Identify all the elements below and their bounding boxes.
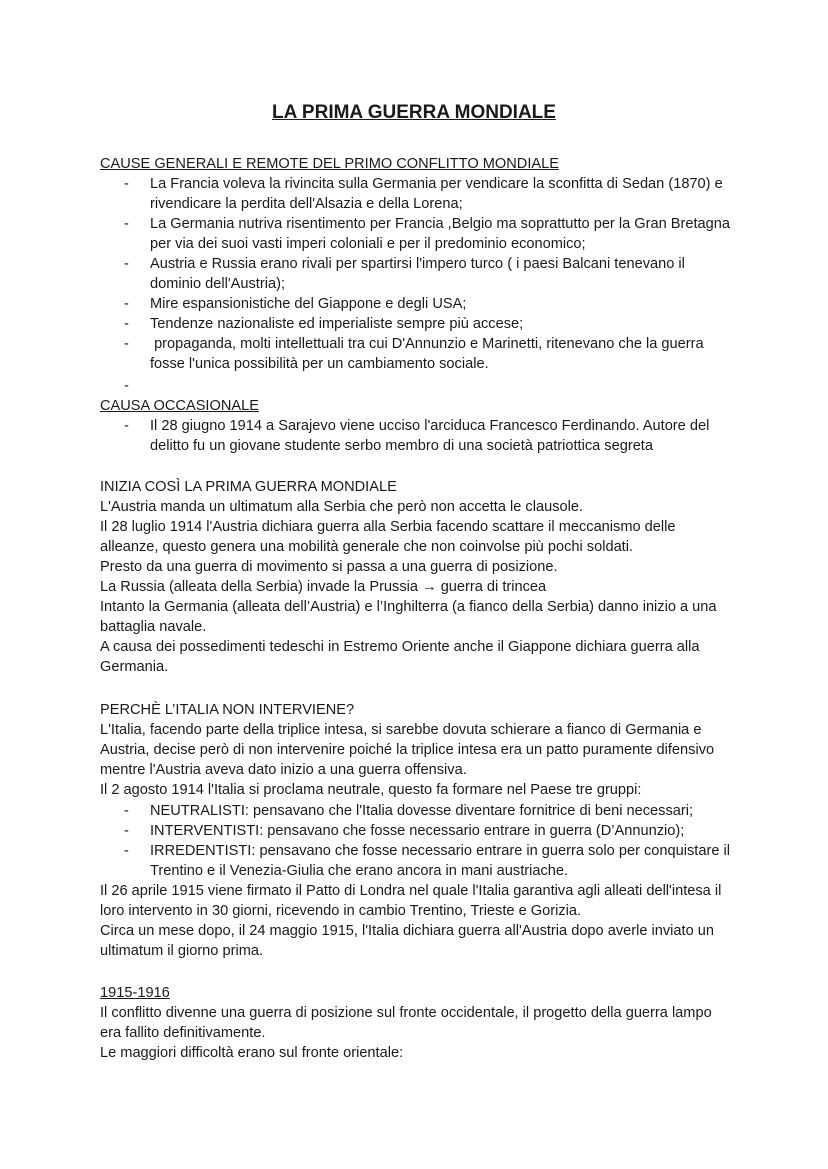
paragraph: L'Italia, facendo parte della triplice intesa, si sarebbe dovuta schierare a fianco di Germania e Austria, decise però di non intervenire poiché la triplice intesa era un patto puramente difensivo mentre l'Austria aveva dato inizio a una guerra offensiva. <box>100 722 715 778</box>
section-heading-anni: 1915-1916 <box>100 985 170 1001</box>
section-heading-italia: PERCHÈ L’ITALIA NON INTERVIENE? <box>100 702 355 718</box>
list-item: - Tendenze nazionaliste ed imperialiste sempre più accese; <box>124 316 524 332</box>
list-item: - La Germania nutriva risentimento per Francia ,Belgio ma soprattutto per la Gran Bretagna per via dei suoi vasti imperi coloniali e per il predominio economico; <box>124 216 730 252</box>
list-item: - NEUTRALISTI: pensavano che l'Italia dovesse diventare fornitrice di beni necessari; <box>124 803 694 819</box>
bullet-dash: - <box>124 803 129 819</box>
list-item: - propaganda, molti intellettuali tra cui D'Annunzio e Marinetti, ritenevano che la guerra fosse l'unica possibilità per un cambiamento sociale. <box>124 336 708 372</box>
bullet-dash: - <box>124 256 129 272</box>
section-heading-occasionale: CAUSA OCCASIONALE <box>100 398 259 414</box>
paragraph: Le maggiori difficoltà erano sul fronte orientale: <box>100 1045 404 1061</box>
inizia-body <box>100 497 730 677</box>
bullet-dash: - <box>124 336 129 352</box>
paragraph: Circa un mese dopo, il 24 maggio 1915, l'Italia dichiara guerra all'Austria dopo averle inviato un ultimatum il giorno prima. <box>100 923 714 959</box>
italia-outro <box>100 881 730 961</box>
cause-list <box>100 174 730 374</box>
paragraph: A causa dei possedimenti tedeschi in Estremo Oriente anche il Giappone dichiara guerra alla Germania. <box>100 639 700 675</box>
bullet-dash: - <box>124 843 129 859</box>
bullet-dash: - <box>124 216 129 232</box>
bullet-dash: - <box>124 823 129 839</box>
list-item: - INTERVENTISTI: pensavano che fosse necessario entrare in guerra (D’Annunzio); <box>124 823 685 839</box>
paragraph: Il 26 aprile 1915 viene firmato il Patto di Londra nel quale l'Italia garantiva agli alleati dell'intesa il loro intervento in 30 giorni, ricevendo in cambio Trentino, Trieste e Gorizia. <box>100 883 722 919</box>
paragraph: L'Austria manda un ultimatum alla Serbia che però non accetta le clausole. <box>100 499 584 515</box>
anni-body <box>100 1003 730 1063</box>
list-item: - IRREDENTISTI: pensavano che fosse necessario entrare in guerra solo per conquistare il Trentino e il Venezia-Giulia che erano ancora in mani austriache. <box>124 843 730 879</box>
paragraph: La Russia (alleata della Serbia) invade la Prussia → guerra di trincea <box>100 579 547 595</box>
paragraph: Presto da una guerra di movimento si passa a una guerra di posizione. <box>100 559 558 575</box>
gruppi-list <box>100 801 730 881</box>
italia-intro <box>100 720 730 800</box>
bullet-dash: - <box>124 418 129 434</box>
bullet-dash: - <box>124 296 129 312</box>
section-heading-cause: CAUSE GENERALI E REMOTE DEL PRIMO CONFLITTO MONDIALE <box>100 156 559 172</box>
list-item: - La Francia voleva la rivincita sulla Germania per vendicare la sconfitta di Sedan (1870) e rivendicare la perdita dell'Alsazia e della Lorena; <box>124 176 723 212</box>
list-item: - Austria e Russia erano rivali per spartirsi l'impero turco ( i paesi Balcani tenevano il dominio dell'Austria); <box>124 256 685 292</box>
page-title: LA PRIMA GUERRA MONDIALE <box>272 102 556 123</box>
occasionale-list <box>100 416 730 456</box>
paragraph: Il 2 agosto 1914 l'Italia si proclama neutrale, questo fa formare nel Paese tre gruppi: <box>100 782 642 798</box>
bullet-dash: - <box>124 316 129 332</box>
list-item: - Mire espansionistiche del Giappone e degli USA; <box>124 296 467 312</box>
bullet-dash: - <box>124 176 129 192</box>
section-heading-inizia: INIZIA COSÌ LA PRIMA GUERRA MONDIALE <box>100 479 397 495</box>
list-item: - Il 28 giugno 1914 a Sarajevo viene ucciso l'arciduca Francesco Ferdinando. Autore del delitto fu un giovane studente serbo membro di una società patriottica segreta <box>124 418 710 454</box>
paragraph: Intanto la Germania (alleata dell’Austria) e l’Inghilterra (a fianco della Serbia) danno inizio a una battaglia navale. <box>100 599 717 635</box>
paragraph: Il 28 luglio 1914 l'Austria dichiara guerra alla Serbia facendo scattare il meccanismo delle alleanze, questo genera una mobilità generale che non coinvolse più pochi soldati. <box>100 519 676 555</box>
paragraph: Il conflitto divenne una guerra di posizione sul fronte occidentale, il progetto della guerra lampo era fallito definitivamente. <box>100 1005 712 1041</box>
empty-bullet: - <box>124 378 129 394</box>
